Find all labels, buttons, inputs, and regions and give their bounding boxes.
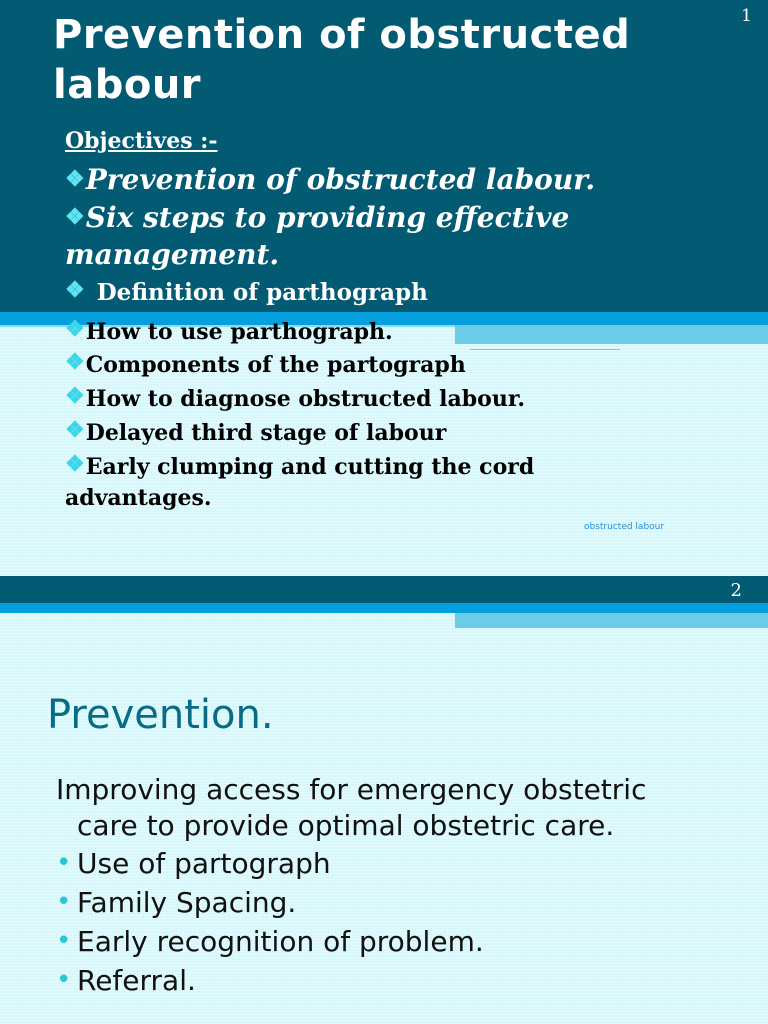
objective-text: Definition of parthograph xyxy=(96,279,428,306)
slide-footer: obstructed labour xyxy=(584,522,665,532)
objective-bullet xyxy=(65,415,446,449)
intro-paragraph xyxy=(56,772,736,844)
objective-text: Prevention of obstructed labour. xyxy=(85,163,596,196)
list-item-text: Early recognition of problem. xyxy=(77,925,484,958)
diamond-bullet-icon: ❖ xyxy=(65,349,85,375)
title-line-2: labour xyxy=(53,62,202,108)
objective-bullet xyxy=(65,199,705,273)
prevention-list xyxy=(56,844,484,1000)
objective-bullet xyxy=(65,449,685,514)
objective-bullet xyxy=(65,314,393,348)
objectives-heading: Objectives :- xyxy=(65,128,218,154)
diamond-bullet-icon: ❖ xyxy=(65,316,85,342)
bullet-dot-icon: • xyxy=(56,926,72,956)
objective-bullet xyxy=(65,381,525,415)
diamond-bullet-icon: ❖ xyxy=(65,277,85,303)
intro-line-1: Improving access for emergency obstetric xyxy=(56,773,647,806)
diamond-bullet-icon: ❖ xyxy=(65,166,85,192)
diamond-bullet-icon: ❖ xyxy=(65,383,85,409)
header-stripe xyxy=(0,603,768,613)
slide-number: 2 xyxy=(730,580,742,601)
objective-bullet xyxy=(65,277,428,306)
slide-2-header-band xyxy=(0,576,768,603)
diamond-bullet-icon: ❖ xyxy=(65,451,85,477)
objective-text: Six steps to providing effective xyxy=(85,201,570,234)
slide-number: 1 xyxy=(741,6,752,26)
objective-text: How to use parthograph. xyxy=(85,319,393,345)
list-item-text: Referral. xyxy=(77,964,196,997)
list-item xyxy=(56,961,484,1000)
slide-title: Prevention. xyxy=(47,692,274,738)
bullet-dot-icon: • xyxy=(56,887,72,917)
bullet-dot-icon: • xyxy=(56,848,72,878)
diamond-bullet-icon: ❖ xyxy=(65,204,85,230)
bullet-dot-icon: • xyxy=(56,965,72,995)
title-line-1: Prevention of obstructed xyxy=(53,12,631,58)
list-item xyxy=(56,883,484,922)
diamond-bullet-icon: ❖ xyxy=(65,417,85,443)
list-item xyxy=(56,844,484,883)
list-item xyxy=(56,922,484,961)
header-accent-stripe xyxy=(455,613,768,628)
objective-text: Delayed third stage of labour xyxy=(85,420,447,446)
intro-line-2: care to provide optimal obstetric care. xyxy=(77,809,615,842)
list-item-text: Family Spacing. xyxy=(77,886,297,919)
objective-text: Components of the partograph xyxy=(85,352,466,378)
objective-text-continued: advantages. xyxy=(65,485,212,511)
objective-text-continued: management. xyxy=(65,238,280,271)
header-accent-stripe xyxy=(455,325,768,344)
slide-title xyxy=(53,10,630,110)
objective-bullet xyxy=(65,347,466,381)
objective-text: Early clumping and cutting the cord xyxy=(85,454,535,480)
decor-line xyxy=(470,349,620,350)
list-item-text: Use of partograph xyxy=(77,847,331,880)
objective-bullet xyxy=(65,161,595,198)
slide-2 xyxy=(0,576,768,1024)
objective-text: How to diagnose obstructed labour. xyxy=(85,386,526,412)
